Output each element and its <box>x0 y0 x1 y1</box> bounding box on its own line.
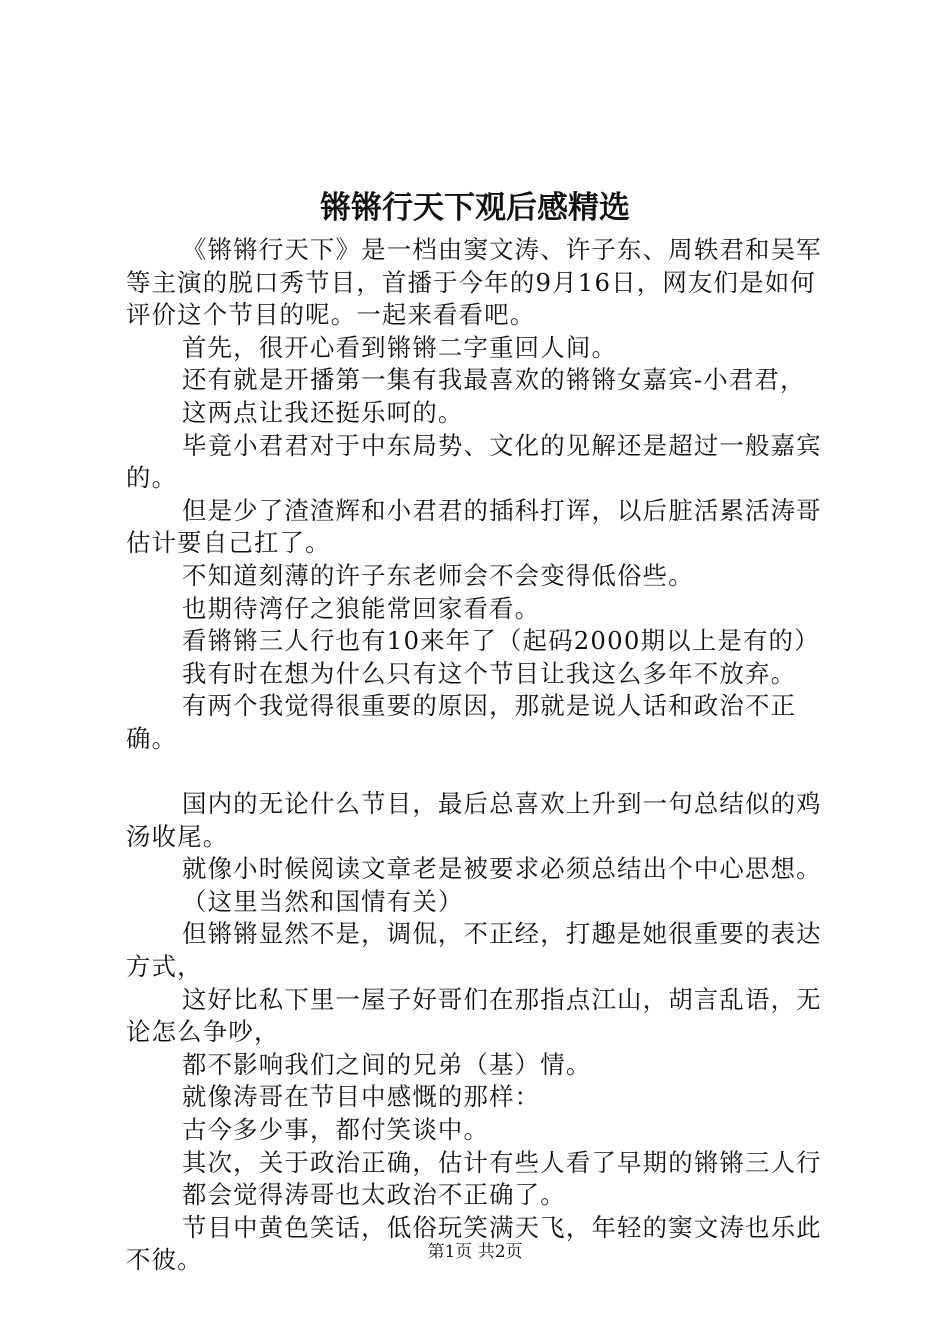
paragraph: 就像涛哥在节目中感慨的那样： <box>182 1082 541 1112</box>
paragraph: 不知道刻薄的许子东老师会不会变得低俗些。 <box>182 560 694 590</box>
document-body <box>126 234 838 1277</box>
paragraph: 但是少了渣渣辉和小君君的插科打诨，以后脏活累活涛哥估计要自己扛了。 <box>126 495 822 558</box>
paragraph: 节目中黄色笑话，低俗玩笑满天飞，年轻的窦文涛也乐此不彼。 <box>126 1212 822 1275</box>
page-footer: 第1页 共2页 <box>427 1242 523 1262</box>
paragraph: 也期待湾仔之狼能常回家看看。 <box>182 593 541 623</box>
paragraph: 就像小时候阅读文章老是被要求必须总结出个中心思想。 <box>182 854 822 884</box>
paragraph: 古今多少事，都付笑谈中。 <box>182 1115 490 1145</box>
paragraph: 首先，很开心看到锵锵二字重回人间。 <box>182 332 618 362</box>
paragraph: 都不影响我们之间的兄弟（基）情。 <box>182 1049 592 1079</box>
paragraph: 有两个我觉得很重要的原因，那就是说人话和政治不正确。 <box>126 691 797 753</box>
paragraph: 《锵锵行天下》是一档由窦文涛、许子东、周轶君和吴军等主演的脱口秀节目，首播于今年的9月16日，网友们是如何评价这个节目的呢。一起来看看吧。 <box>126 235 822 330</box>
paragraph: （这里当然和国情有关） <box>182 886 464 916</box>
paragraph: 毕竟小君君对于中东局势、文化的见解还是超过一般嘉宾的。 <box>126 430 822 493</box>
paragraph: 这两点让我还挺乐呵的。 <box>182 397 464 427</box>
blank-line <box>126 756 838 789</box>
paragraph: 还有就是开播第一集有我最喜欢的锵锵女嘉宾-小君君， <box>182 365 806 395</box>
paragraph: 国内的无论什么节目，最后总喜欢上升到一句总结似的鸡汤收尾。 <box>126 789 822 851</box>
paragraph: 其次，关于政治正确，估计有些人看了早期的锵锵三人行 <box>182 1147 822 1177</box>
paragraph: 看锵锵三人行也有10来年了（起码2000期以上是有的） <box>182 626 820 656</box>
document-title: 锵锵行天下观后感精选 <box>320 190 630 226</box>
paragraph: 我有时在想为什么只有这个节目让我这么多年不放弃。 <box>182 658 797 688</box>
paragraph: 都会觉得涛哥也太政治不正确了。 <box>182 1180 566 1210</box>
paragraph: 这好比私下里一屋子好哥们在那指点江山，胡言乱语，无论怎么争吵， <box>126 984 822 1047</box>
paragraph: 但锵锵显然不是，调侃，不正经，打趣是她很重要的表达方式， <box>126 919 822 982</box>
